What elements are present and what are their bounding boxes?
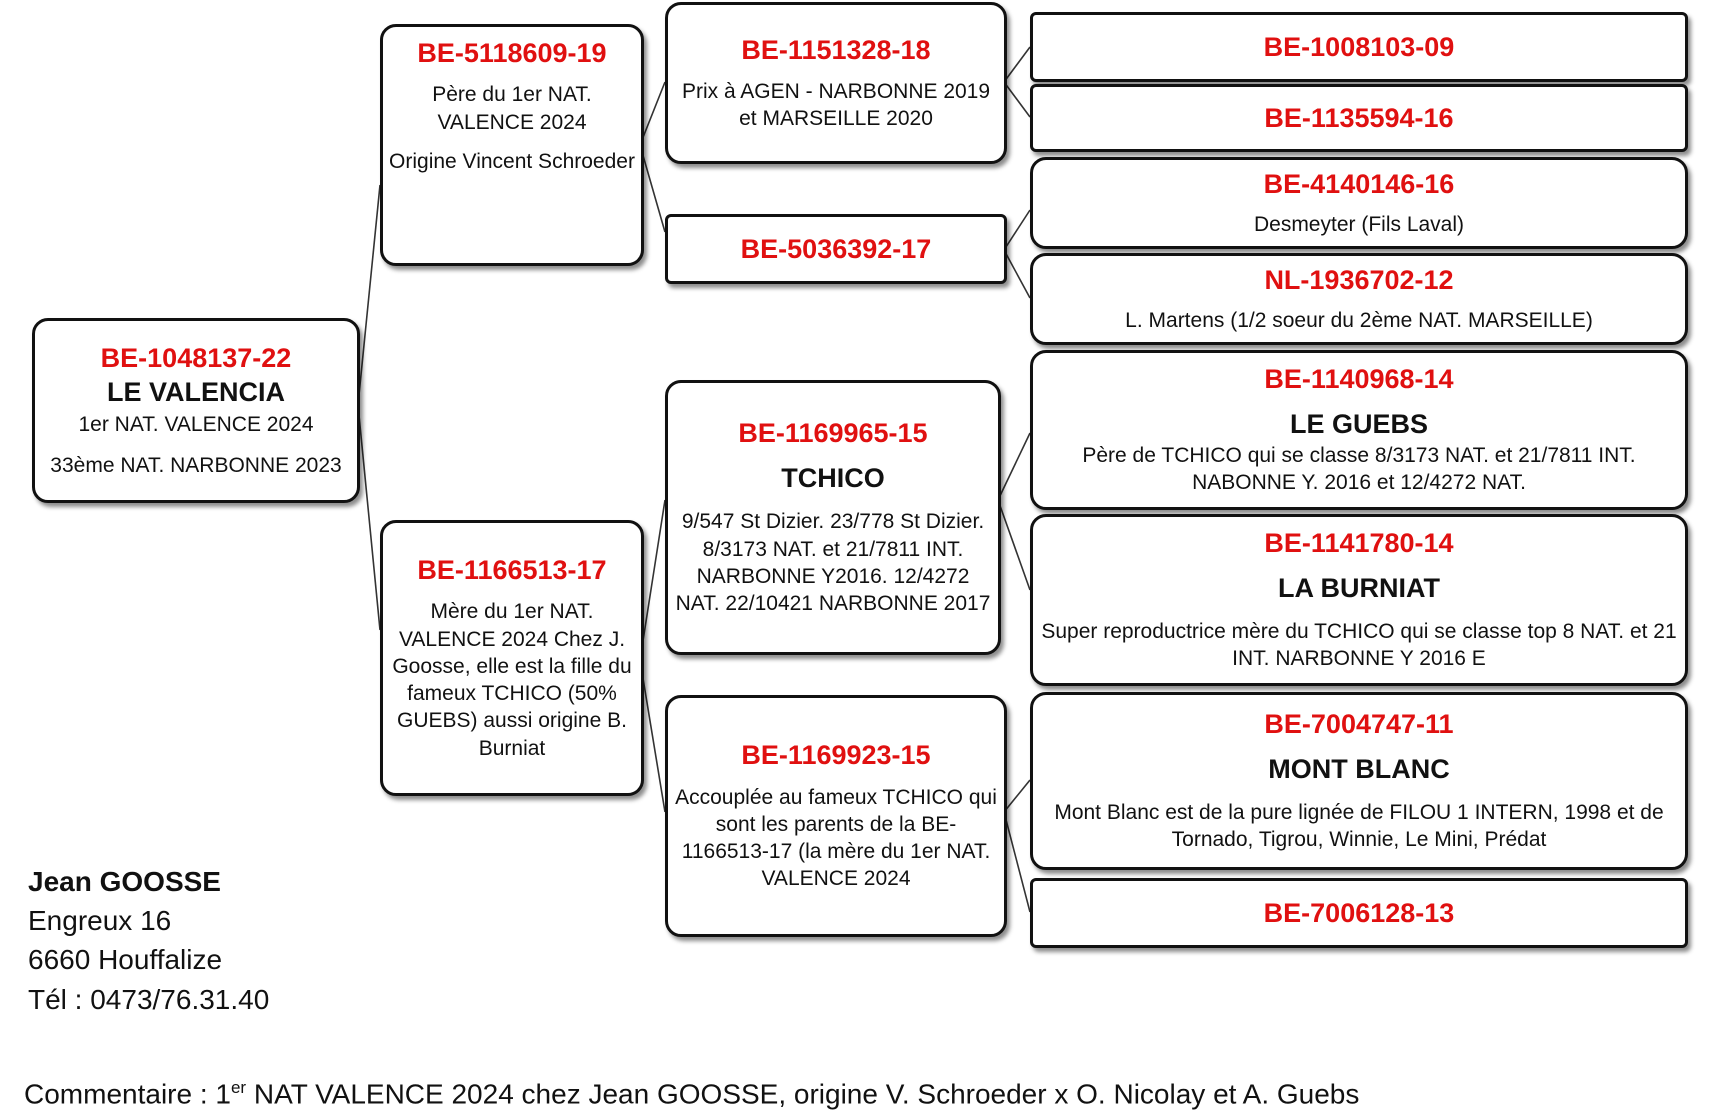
subject-ring: BE-1048137-22 <box>100 342 292 373</box>
ggp-ffm-ring: BE-1135594-16 <box>1264 102 1454 133</box>
maternal-grandmother-text: Accouplée au fameux TCHICO qui sont les parents de la BE-1166513-17 (la mère du 1er NAT. VALENCE 2024 <box>675 785 997 891</box>
ggp-mff-box[interactable] <box>1030 350 1688 510</box>
subject-name: LE VALENCIA <box>106 377 285 408</box>
mother-text: Mère du 1er NAT. VALENCE 2024 Chez J. Goosse, elle est la fille du fameux TCHICO (50% GUEBS) aussi origine B. Burniat <box>392 600 632 760</box>
ggp-mfm-name: LA BURNIAT <box>1278 572 1440 603</box>
father-ring: BE-5118609-19 <box>417 38 607 68</box>
paternal-grandfather-text: Prix à AGEN - NARBONNE 2019 et MARSEILLE 2020 <box>681 79 991 131</box>
owner-street: Engreux 16 <box>28 905 172 937</box>
mother-box[interactable] <box>380 520 644 796</box>
maternal-grandmother-box[interactable] <box>665 695 1007 937</box>
ggp-ffm-box[interactable] <box>1030 84 1688 152</box>
paternal-grandmother-box[interactable] <box>665 214 1007 284</box>
father-box[interactable] <box>380 24 644 266</box>
comment-sup: er <box>230 1078 247 1097</box>
ggp-mfm-ring: BE-1141780-14 <box>1264 528 1454 559</box>
mother-ring: BE-1166513-17 <box>417 554 607 585</box>
comment-line <box>24 1078 1359 1110</box>
comment-prefix: Commentaire : 1 <box>24 1078 231 1110</box>
father-line1: Père du 1er NAT. VALENCE 2024 <box>432 83 592 134</box>
maternal-grandfather-name: TCHICO <box>781 462 885 493</box>
subject-box[interactable] <box>32 318 360 503</box>
ggp-mfm-text: Super reproductrice mère du TCHICO qui se classe top 8 NAT. et 21 INT. NARBONNE Y 2016 E <box>1041 620 1677 671</box>
ggp-fff-box[interactable] <box>1030 12 1688 82</box>
maternal-grandfather-ring: BE-1169965-15 <box>738 418 928 449</box>
comment-rest: NAT VALENCE 2024 chez Jean GOOSSE, origine V. Schroeder x O. Nicolay et A. Guebs <box>246 1078 1360 1110</box>
ggp-mff-ring: BE-1140968-14 <box>1264 364 1454 395</box>
ggp-mmf-name: MONT BLANC <box>1268 753 1450 784</box>
ggp-mmm-ring: BE-7006128-13 <box>1263 897 1455 928</box>
ggp-mff-text: Père de TCHICO qui se classe 8/3173 NAT. et 21/7811 INT. NABONNE Y. 2016 et 12/4272 NAT. <box>1082 444 1636 495</box>
ggp-mff-name: LE GUEBS <box>1289 408 1429 439</box>
ggp-fmf-text: Desmeyter (Fils Laval) <box>1253 212 1465 236</box>
ggp-mmf-text: Mont Blanc est de la pure lignée de FILOU 1 INTERN, 1998 et de Tornado, Tigrou, Winnie, Le Mini, Prédat <box>1054 801 1664 852</box>
ggp-fmm-ring: NL-1936702-12 <box>1264 265 1454 296</box>
ggp-fff-ring: BE-1008103-09 <box>1263 31 1455 62</box>
ggp-mmf-box[interactable] <box>1030 692 1688 870</box>
ggp-mfm-box[interactable] <box>1030 514 1688 686</box>
ggp-fmm-box[interactable] <box>1030 253 1688 345</box>
father-line2: Origine Vincent Schroeder <box>389 149 635 173</box>
owner-city: 6660 Houffalize <box>28 944 223 976</box>
paternal-grandfather-box[interactable] <box>665 2 1007 164</box>
ggp-mmf-ring: BE-7004747-11 <box>1264 709 1454 740</box>
maternal-grandfather-box[interactable] <box>665 380 1001 655</box>
paternal-grandfather-ring: BE-1151328-18 <box>741 34 931 65</box>
subject-line1: 1er NAT. VALENCE 2024 <box>78 412 314 436</box>
subject-line2: 33ème NAT. NARBONNE 2023 <box>50 453 342 477</box>
owner-name: Jean GOOSSE <box>28 866 221 897</box>
ggp-fmm-text: L. Martens (1/2 soeur du 2ème NAT. MARSEILLE) <box>1125 308 1593 332</box>
owner-info <box>28 862 269 1019</box>
maternal-grandmother-ring: BE-1169923-15 <box>741 740 931 771</box>
maternal-grandfather-text: 9/547 St Dizier. 23/778 St Dizier. 8/3173 NAT. et 21/7811 INT. NARBONNE Y2016. 12/4272 NAT. 22/10421 NARBONNE 2017 <box>675 510 991 616</box>
paternal-grandmother-ring: BE-5036392-17 <box>740 233 932 264</box>
ggp-fmf-ring: BE-4140146-16 <box>1263 169 1455 200</box>
owner-phone: Tél : 0473/76.31.40 <box>28 983 270 1015</box>
ggp-mmm-box[interactable] <box>1030 878 1688 948</box>
ggp-fmf-box[interactable] <box>1030 157 1688 249</box>
